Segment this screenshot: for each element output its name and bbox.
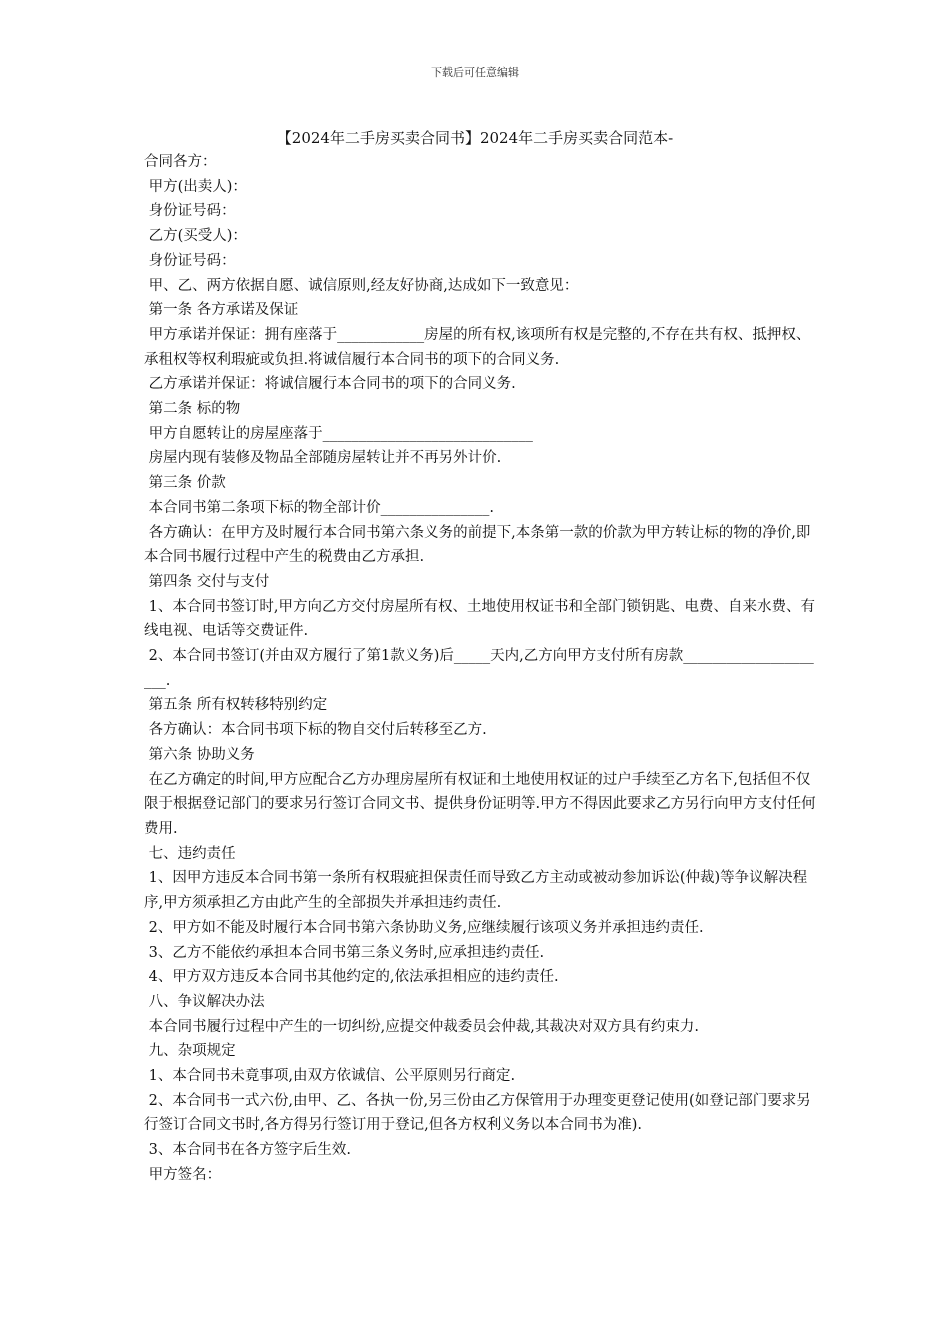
section-heading-3: 第三条 价款	[144, 475, 226, 492]
line-party-a: 甲方(出卖人)：	[144, 178, 247, 195]
paragraph: 2、甲方如不能及时履行本合同书第六条协助义务,应继续履行该项义务并承担违约责任.	[144, 919, 704, 936]
paragraph: 1、本合同书签订时,甲方向乙方交付房屋所有权、土地使用权证书和全部门锁钥匙、电费、自来水费、有线电视、电话等交费证件.	[144, 598, 815, 640]
paragraph: 各方确认：本合同书项下标的物自交付后转移至乙方.	[144, 722, 487, 739]
paragraph: 在乙方确定的时间,甲方应配合乙方办理房屋所有权证和土地使用权证的过户手续至乙方名下,包括但不仅限于根据登记部门的要求另行签订合同文书、提供身份证明等.甲方不得因此要求乙方另行向甲方支付任何费用.	[144, 771, 816, 837]
section-heading-5: 第五条 所有权转移特别约定	[144, 697, 328, 714]
section-heading-9: 九、杂项规定	[144, 1043, 236, 1060]
paragraph: 1、因甲方违反本合同书第一条所有权瑕疵担保责任而导致乙方主动或被动参加诉讼(仲裁)等争议解决程序,甲方须承担乙方由此产生的全部损失并承担违约责任.	[144, 870, 808, 912]
paragraph: 乙方承诺并保证：将诚信履行本合同书的项下的合同义务.	[144, 376, 516, 393]
paragraph: 房屋内现有装修及物品全部随房屋转让并不再另外计价.	[144, 450, 502, 467]
header-note: 下载后可任意编辑	[431, 66, 519, 79]
paragraph: 甲方自愿转让的房屋座落于_____________________________	[144, 425, 533, 442]
line-id-a: 身份证号码：	[144, 203, 236, 220]
section-heading-7: 七、违约责任	[144, 845, 236, 862]
paragraph: 甲方承诺并保证：拥有座落于____________房屋的所有权,该项所有权是完整的,不存在共有权、抵押权、承租权等权利瑕疵或负担.将诚信履行本合同书的项下的合同义务.	[144, 326, 811, 368]
paragraph: 1、本合同书未竟事项,由双方依诚信、公平原则另行商定.	[144, 1068, 516, 1085]
section-heading-6: 第六条 协助义务	[144, 746, 255, 763]
signature-line-party-a: 甲方签名：	[144, 1166, 222, 1183]
paragraph: 本合同书履行过程中产生的一切纠纷,应提交仲裁委员会仲裁,其裁决对双方具有约束力.	[144, 1018, 699, 1035]
paragraph: 各方确认：在甲方及时履行本合同书第六条义务的前提下,本条第一款的价款为甲方转让标的物的净价,即本合同书履行过程中产生的税费由乙方承担.	[144, 524, 811, 566]
paragraph: 2、本合同书一式六份,由甲、乙、各执一份,另三份由乙方保管用于办理变更登记使用(如登记部门要求另行签订合同文书时,各方得另行签订用于登记,但各方权利义务以本合同书为准).	[144, 1092, 811, 1134]
paragraph: 3、乙方不能依约承担本合同书第三条义务时,应承担违约责任.	[144, 944, 545, 961]
paragraph: 3、本合同书在各方签字后生效.	[144, 1142, 351, 1159]
section-heading-4: 第四条 交付与支付	[144, 573, 270, 590]
paragraph: 2、本合同书签订(并由双方履行了第1款义务)后_____天内,乙方向甲方支付所有房款_____________________.	[144, 648, 814, 689]
line-party-b: 乙方(买受人)：	[144, 228, 247, 245]
line-id-b: 身份证号码：	[144, 252, 236, 269]
section-heading-1: 第一条 各方承诺及保证	[144, 302, 299, 319]
contract-body	[144, 150, 816, 1188]
paragraph: 本合同书第二条项下标的物全部计价_______________.	[144, 499, 494, 516]
document-title: 【2024年二手房买卖合同书】2024年二手房买卖合同范本-	[276, 129, 674, 147]
section-heading-8: 八、争议解决办法	[144, 993, 265, 1010]
paragraph: 4、甲方双方违反本合同书其他约定的,依法承担相应的违约责任.	[144, 969, 559, 986]
line-preamble: 甲、乙、两方依据自愿、诚信原则,经友好协商,达成如下一致意见：	[144, 277, 579, 294]
line-parties: 合同各方：	[144, 154, 217, 170]
section-heading-2: 第二条 标的物	[144, 401, 241, 418]
